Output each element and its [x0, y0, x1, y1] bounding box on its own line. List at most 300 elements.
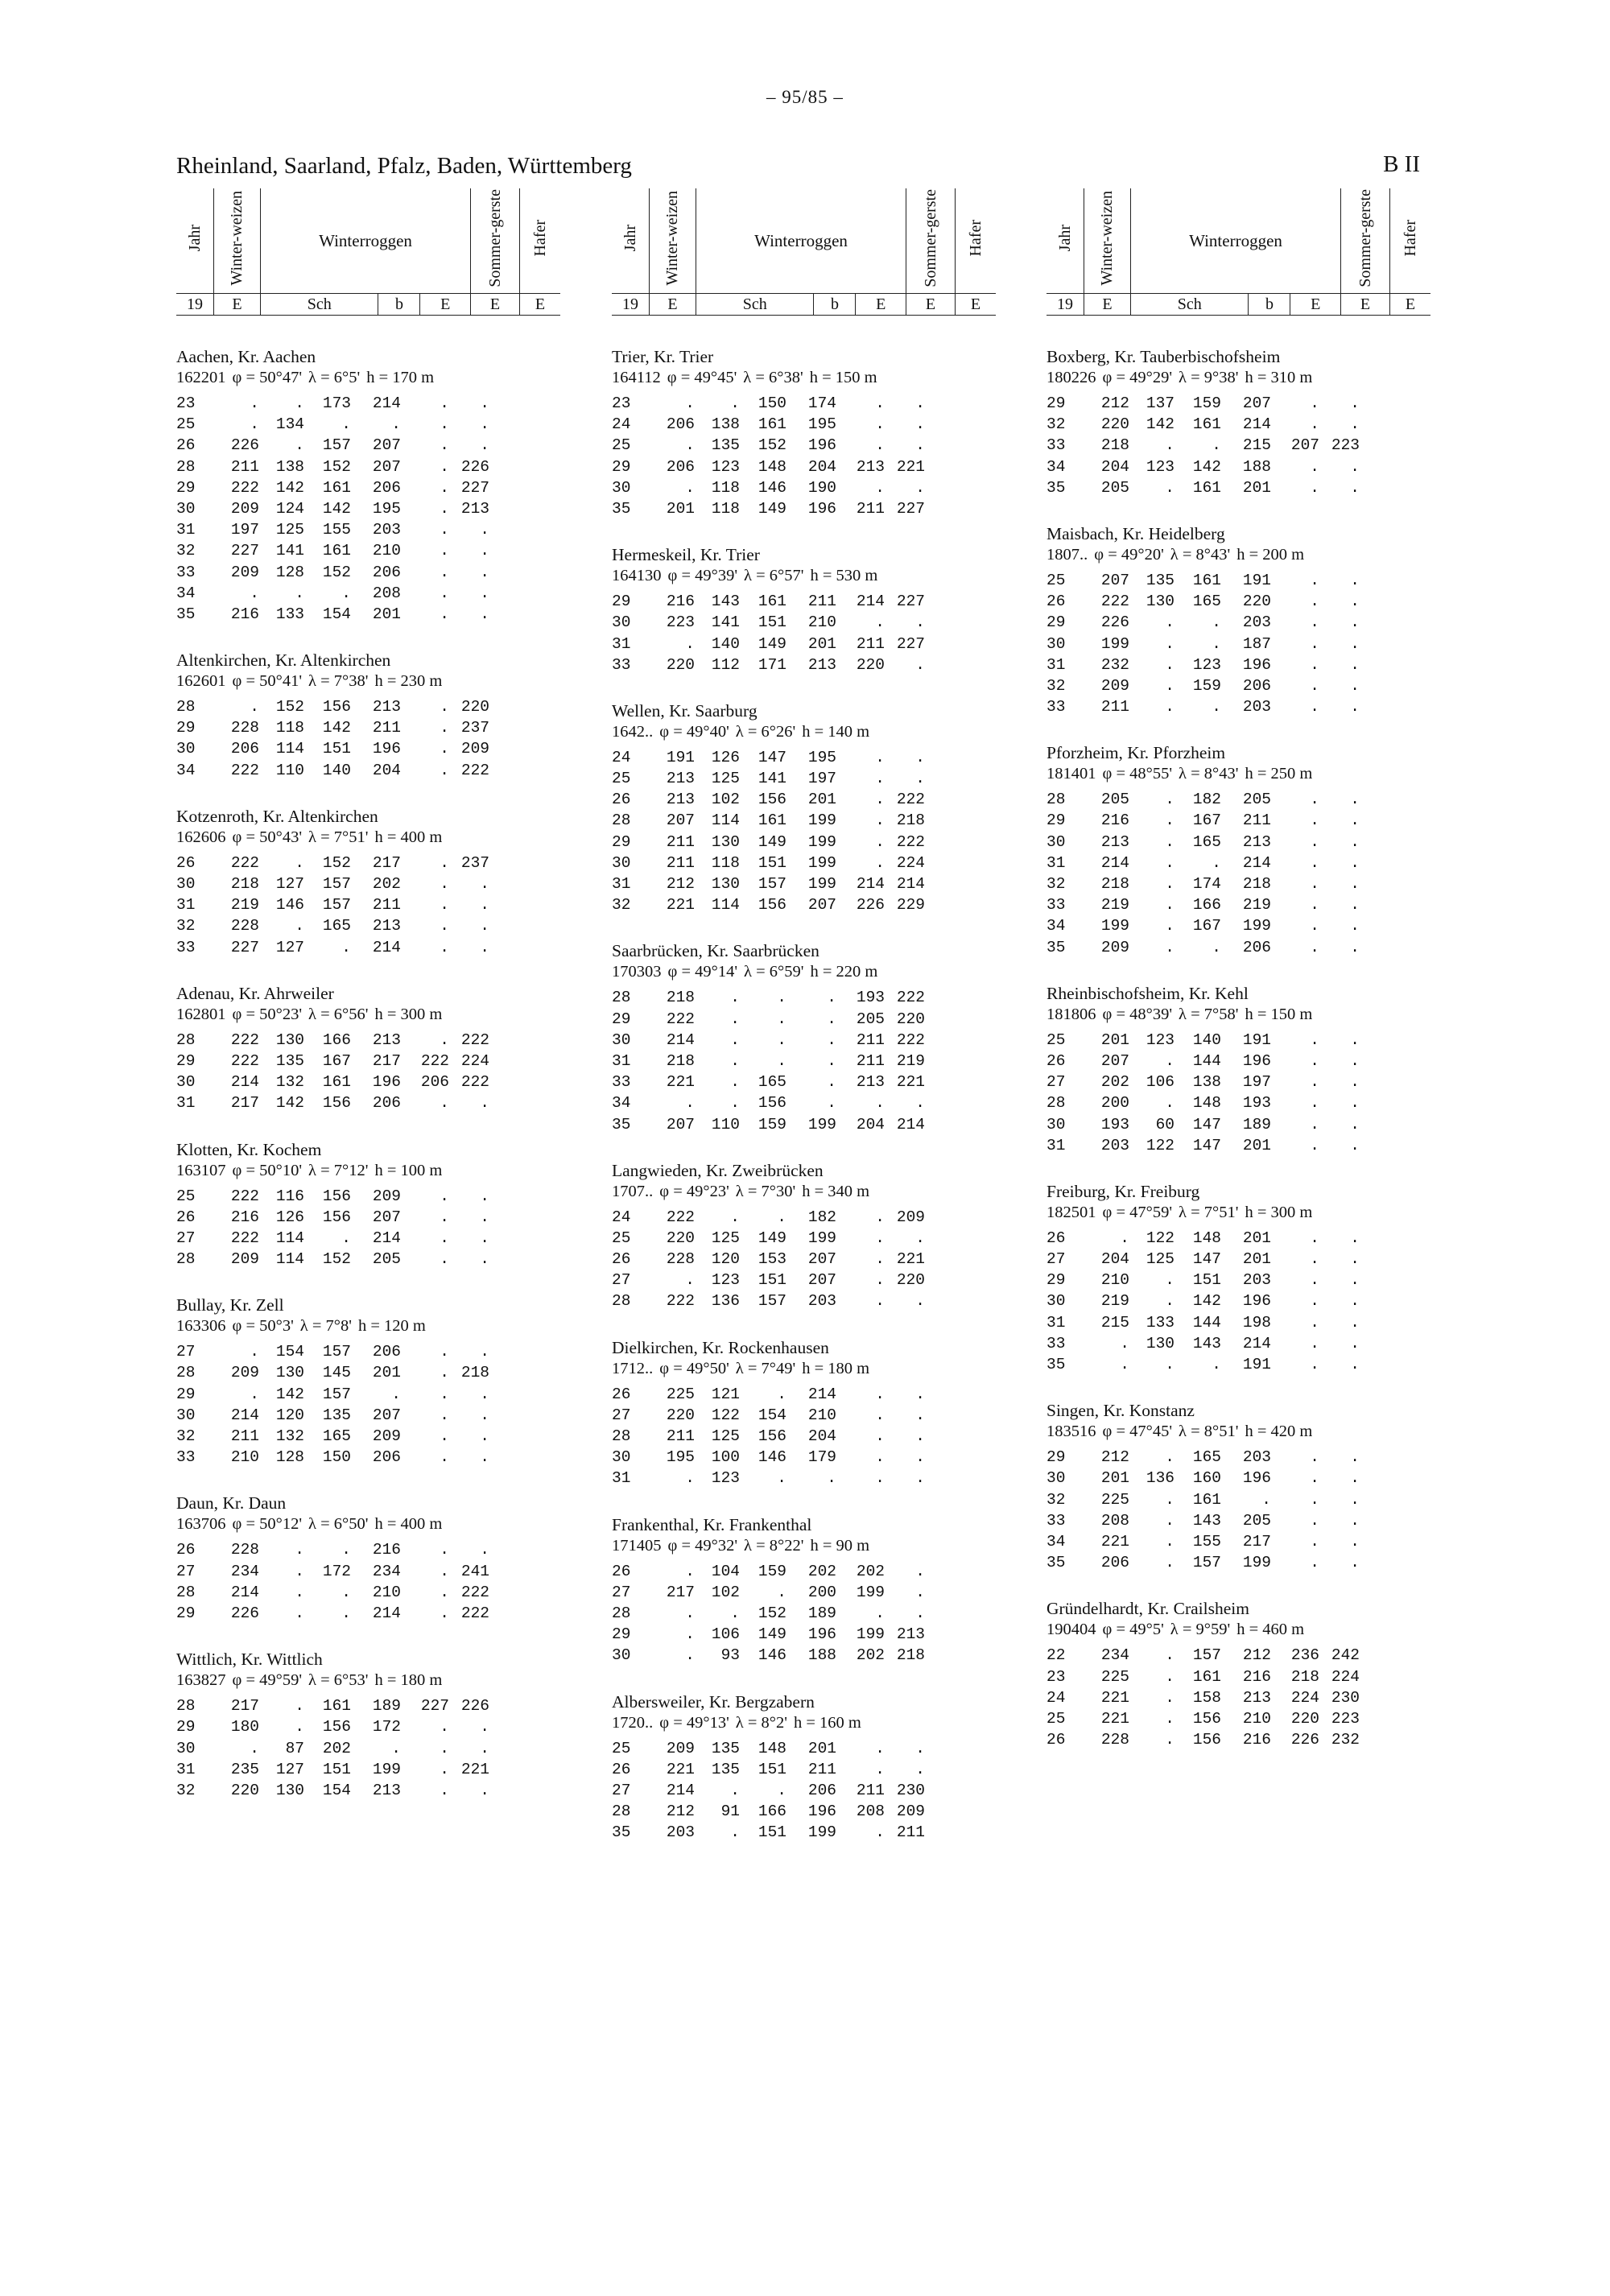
table-row: [176, 1051, 560, 1072]
station-block: [612, 544, 996, 675]
station-id: 170303: [612, 963, 662, 981]
table-cell: .: [730, 1073, 740, 1092]
header-unit: E: [856, 294, 906, 316]
table-cell: 191: [666, 748, 695, 766]
table-cell: 195: [372, 499, 401, 518]
table-cell: 221: [1100, 1709, 1129, 1728]
table-row: [176, 1030, 560, 1051]
table-cell: .: [875, 1250, 885, 1269]
station-name: Altenkirchen, Kr. Altenkirchen: [176, 650, 391, 671]
table-row: [1046, 655, 1430, 675]
table-cell: 146: [758, 478, 786, 497]
table-cell: 218: [666, 989, 695, 1007]
table-cell: .: [875, 436, 885, 455]
table-cell: 201: [807, 791, 836, 809]
table-cell: 31: [176, 1094, 196, 1113]
station-altitude: h = 340 m: [802, 1182, 870, 1200]
table-cell: 161: [1192, 1667, 1221, 1686]
table-cell: 26: [612, 1760, 631, 1778]
table-cell: .: [480, 1427, 489, 1445]
table-cell: .: [730, 394, 740, 412]
table-cell: 207: [372, 1208, 401, 1226]
table-cell: .: [1310, 1051, 1319, 1070]
table-cell: .: [440, 1094, 449, 1113]
table-cell: 211: [856, 499, 885, 518]
table-cell: 220: [1290, 1709, 1319, 1728]
table-cell: .: [391, 1385, 401, 1403]
table-cell: 199: [372, 1760, 401, 1778]
table-cell: 207: [372, 436, 401, 455]
header-sommergerste: [1341, 188, 1390, 294]
table-cell: .: [685, 1625, 695, 1644]
table-cell: .: [1165, 938, 1174, 956]
table-cell: 149: [758, 1229, 786, 1247]
table-cell: 216: [230, 605, 259, 623]
header-unit: E: [420, 294, 471, 316]
table-cell: 157: [322, 1343, 351, 1361]
table-cell: 180: [230, 1718, 259, 1736]
station-id: 1712..: [612, 1359, 654, 1377]
table-cell: .: [1165, 1532, 1174, 1551]
header-winterroggen: Winterroggen: [696, 188, 906, 294]
table-cell: 207: [1242, 394, 1271, 412]
table-cell: .: [440, 1343, 449, 1361]
station-longitude: λ = 7°51': [1179, 1203, 1239, 1221]
table-cell: 230: [1331, 1688, 1360, 1707]
table-cell: 196: [807, 499, 836, 518]
header-unit: E: [1084, 294, 1131, 316]
table-cell: 35: [1046, 938, 1066, 956]
table-row: [612, 477, 996, 498]
table-cell: 161: [322, 542, 351, 560]
table-cell: .: [1350, 415, 1360, 434]
station-altitude: h = 220 m: [810, 963, 878, 981]
table-cell: .: [440, 1364, 449, 1382]
table-cell: 26: [612, 791, 631, 809]
table-cell: .: [777, 1583, 786, 1601]
station-longitude: λ = 8°43': [1170, 545, 1231, 564]
table-cell: .: [1310, 1229, 1319, 1247]
station-coordinates: [1046, 367, 1430, 388]
table-cell: 174: [807, 394, 836, 412]
table-row: [1046, 1290, 1430, 1311]
table-cell: 227: [896, 634, 925, 653]
table-cell: 207: [1290, 436, 1319, 455]
table-cell: .: [1165, 1448, 1174, 1467]
table-cell: 214: [856, 875, 885, 893]
table-cell: 222: [460, 1604, 489, 1622]
table-cell: .: [480, 1250, 489, 1269]
table-cell: 141: [758, 770, 786, 788]
table-row: [612, 853, 996, 873]
table-cell: 34: [1046, 917, 1066, 935]
station-coordinates: [1046, 1421, 1430, 1442]
station-name: Kotzenroth, Kr. Altenkirchen: [176, 806, 378, 826]
station-coordinates: [176, 1160, 560, 1181]
table-cell: .: [480, 1406, 489, 1424]
table-cell: .: [685, 1094, 695, 1113]
table-cell: 225: [666, 1385, 695, 1403]
table-row: [1046, 1510, 1430, 1531]
table-cell: .: [250, 584, 259, 602]
table-cell: .: [341, 1604, 351, 1622]
table-row: [612, 1447, 996, 1468]
station-name: Maisbach, Kr. Heidelberg: [1046, 523, 1225, 543]
table-cell: 210: [230, 1448, 259, 1467]
table-cell: 161: [1192, 1490, 1221, 1509]
table-cell: 148: [1192, 1094, 1221, 1113]
table-cell: .: [1350, 1271, 1360, 1290]
table-cell: 31: [1046, 655, 1066, 674]
table-cell: 127: [275, 875, 304, 893]
table-cell: 125: [1146, 1250, 1174, 1269]
table-cell: 172: [372, 1718, 401, 1736]
table-cell: 25: [1046, 1709, 1066, 1728]
station-longitude: λ = 7°38': [308, 672, 369, 691]
table-cell: .: [480, 1448, 489, 1467]
table-cell: 160: [1192, 1469, 1221, 1488]
table-cell: 203: [666, 1823, 695, 1842]
table-row: [176, 1561, 560, 1582]
station-block: [612, 1160, 996, 1312]
table-cell: 142: [1192, 457, 1221, 476]
table-cell: 221: [896, 1073, 925, 1092]
header-unit: Sch: [1131, 294, 1249, 316]
page-number: – 95/85 –: [766, 87, 844, 107]
table-cell: .: [440, 698, 449, 716]
station-block: [176, 983, 560, 1114]
table-cell: .: [1350, 676, 1360, 695]
table-cell: 156: [1192, 1709, 1221, 1728]
table-cell: 232: [1331, 1731, 1360, 1749]
table-cell: 199: [1242, 917, 1271, 935]
table-cell: 142: [322, 499, 351, 518]
table-row: [612, 1426, 996, 1447]
table-cell: .: [1350, 832, 1360, 851]
table-cell: 205: [1242, 791, 1271, 809]
table-row: [176, 1582, 560, 1603]
table-cell: .: [1165, 1292, 1174, 1311]
table-cell: 226: [230, 436, 259, 455]
table-cell: .: [1350, 457, 1360, 476]
table-cell: 130: [711, 832, 740, 851]
table-cell: 217: [1242, 1532, 1271, 1551]
table-cell: .: [875, 1448, 885, 1467]
header-winterweizen: [650, 188, 696, 294]
table-cell: 121: [711, 1385, 740, 1403]
table-cell: 148: [758, 457, 786, 476]
table-row: [612, 810, 996, 831]
table-cell: 25: [612, 1229, 631, 1247]
table-cell: 201: [1242, 1229, 1271, 1247]
header-unit: Sch: [696, 294, 814, 316]
table-cell: 222: [1100, 593, 1129, 611]
table-cell: .: [480, 436, 489, 455]
table-cell: 222: [896, 989, 925, 1007]
table-cell: 230: [896, 1781, 925, 1799]
table-row: [612, 1561, 996, 1582]
station-name: Klotten, Kr. Kochem: [176, 1139, 322, 1159]
table-cell: 29: [176, 1385, 196, 1403]
station-altitude: h = 310 m: [1245, 369, 1313, 386]
table-cell: 222: [460, 1030, 489, 1049]
table-cell: .: [915, 1739, 925, 1757]
table-cell: 30: [176, 1739, 196, 1757]
table-cell: 152: [758, 436, 786, 455]
table-cell: 138: [711, 415, 740, 434]
station-longitude: λ = 6°26': [735, 722, 796, 741]
table-cell: 206: [807, 1781, 836, 1799]
table-cell: 224: [1290, 1688, 1319, 1707]
table-cell: 29: [612, 1625, 631, 1644]
table-cell: 26: [176, 1541, 196, 1559]
table-cell: 212: [1242, 1646, 1271, 1665]
table-cell: 114: [711, 896, 740, 915]
table-cell: .: [875, 1385, 885, 1403]
table-cell: 104: [711, 1562, 740, 1580]
table-cell: 214: [807, 1385, 836, 1403]
station-name: Daun, Kr. Daun: [176, 1493, 287, 1513]
table-row: [176, 562, 560, 583]
table-cell: .: [1310, 1469, 1319, 1488]
table-cell: .: [440, 499, 449, 518]
table-cell: .: [875, 1292, 885, 1311]
table-cell: 130: [711, 875, 740, 893]
table-cell: .: [295, 1718, 304, 1736]
table-cell: 110: [711, 1115, 740, 1134]
table-cell: 212: [1100, 1448, 1129, 1467]
station-latitude: φ = 49°13': [659, 1713, 729, 1732]
table-cell: .: [1310, 415, 1319, 434]
table-cell: 206: [666, 415, 695, 434]
table-cell: 196: [1242, 655, 1271, 674]
table-row: [612, 498, 996, 519]
table-cell: 158: [1192, 1688, 1221, 1707]
table-cell: 29: [176, 719, 196, 737]
table-cell: 141: [275, 542, 304, 560]
table-cell: .: [440, 1208, 449, 1226]
table-row: [176, 1695, 560, 1716]
table-cell: 159: [1192, 676, 1221, 695]
table-cell: .: [1350, 1094, 1360, 1113]
table-cell: 222: [230, 853, 259, 872]
table-cell: 33: [612, 1073, 631, 1092]
table-cell: .: [250, 394, 259, 412]
station-latitude: φ = 50°23': [232, 1005, 303, 1023]
station-id: 190404: [1046, 1621, 1096, 1639]
table-cell: .: [730, 1823, 740, 1842]
table-cell: .: [1310, 917, 1319, 935]
table-row: [176, 1249, 560, 1270]
station-block: [1046, 1181, 1430, 1375]
table-cell: 220: [1100, 415, 1129, 434]
table-cell: .: [440, 1427, 449, 1445]
table-cell: 228: [1100, 1731, 1129, 1749]
station-id: 162801: [176, 1005, 226, 1023]
table-cell: .: [777, 1010, 786, 1028]
table-row: [612, 1114, 996, 1135]
table-cell: 196: [807, 1803, 836, 1821]
station-latitude: φ = 50°41': [232, 672, 303, 691]
table-cell: 93: [720, 1646, 740, 1665]
table-cell: 157: [322, 875, 351, 893]
table-row: [612, 873, 996, 894]
table-cell: 212: [666, 1803, 695, 1821]
table-cell: .: [440, 1187, 449, 1205]
table-cell: .: [480, 1718, 489, 1736]
table-cell: 209: [896, 1803, 925, 1821]
table-cell: 140: [711, 634, 740, 653]
table-cell: 31: [612, 634, 631, 653]
table-cell: 30: [1046, 832, 1066, 851]
table-cell: .: [685, 634, 695, 653]
station-id: 183516: [1046, 1423, 1096, 1441]
table-cell: 211: [666, 1427, 695, 1445]
table-cell: .: [1310, 1448, 1319, 1467]
station-name: Gründelhardt, Kr. Crailsheim: [1046, 1599, 1249, 1619]
table-cell: 26: [612, 1562, 631, 1580]
table-cell: .: [440, 457, 449, 476]
table-cell: .: [1350, 571, 1360, 589]
station-block: [176, 1295, 560, 1468]
table-cell: .: [1212, 698, 1221, 716]
table-cell: 135: [1146, 571, 1174, 589]
table-cell: .: [1165, 875, 1174, 893]
table-cell: .: [1165, 1554, 1174, 1572]
table-cell: 205: [1100, 478, 1129, 497]
table-cell: 148: [1192, 1229, 1221, 1247]
table-row: [176, 498, 560, 519]
table-cell: 218: [896, 1646, 925, 1665]
station-altitude: h = 170 m: [366, 369, 435, 386]
station-id: 164112: [612, 369, 661, 386]
table-cell: .: [875, 1739, 885, 1757]
table-cell: 213: [460, 499, 489, 518]
table-cell: 28: [1046, 1094, 1066, 1113]
table-cell: 206: [372, 563, 401, 581]
header-unit: E: [650, 294, 696, 316]
table-cell: .: [1165, 1051, 1174, 1070]
table-row: [176, 583, 560, 604]
table-cell: 102: [711, 1583, 740, 1601]
table-cell: 127: [275, 1760, 304, 1778]
station-id: 163107: [176, 1161, 226, 1179]
table-cell: 199: [1100, 917, 1129, 935]
table-cell: 29: [1046, 1271, 1066, 1290]
table-cell: 209: [372, 1187, 401, 1205]
table-cell: 125: [275, 521, 304, 539]
table-cell: 120: [275, 1406, 304, 1424]
table-cell: 30: [1046, 1115, 1066, 1134]
header-hafer-label: Hafer: [966, 220, 985, 257]
table-cell: 222: [420, 1051, 449, 1070]
table-cell: 234: [372, 1562, 401, 1580]
table-cell: 214: [230, 1583, 259, 1601]
table-cell: 167: [322, 1051, 351, 1070]
header-unit: E: [1341, 294, 1390, 316]
header-unit: b: [1249, 294, 1290, 316]
table-cell: .: [1165, 676, 1174, 695]
table-cell: 29: [612, 832, 631, 851]
table-row: [1046, 696, 1430, 717]
table-row: [176, 937, 560, 958]
table-cell: 135: [322, 1406, 351, 1424]
table-cell: .: [440, 938, 449, 956]
table-cell: 201: [666, 499, 695, 518]
station-latitude: φ = 49°39': [667, 567, 738, 585]
table-cell: .: [1120, 1229, 1129, 1247]
table-cell: 123: [1146, 1030, 1174, 1049]
table-cell: 209: [666, 1739, 695, 1757]
table-cell: .: [250, 698, 259, 716]
table-cell: 235: [230, 1760, 259, 1778]
table-row: [1046, 634, 1430, 655]
table-cell: 161: [1192, 478, 1221, 497]
table-cell: 31: [612, 1051, 631, 1070]
table-cell: 156: [758, 1094, 786, 1113]
table-cell: 214: [1242, 853, 1271, 872]
table-row: [1046, 810, 1430, 831]
table-cell: 32: [176, 542, 196, 560]
table-cell: .: [480, 1229, 489, 1247]
station-id: 171405: [612, 1536, 662, 1555]
table-row: [1046, 1708, 1430, 1729]
table-cell: 222: [460, 1583, 489, 1601]
table-cell: 211: [666, 853, 695, 872]
table-row: [176, 477, 560, 498]
station-longitude: λ = 6°57': [744, 567, 804, 585]
table-cell: 133: [275, 605, 304, 623]
table-row: [1046, 612, 1430, 633]
table-cell: 34: [1046, 1532, 1066, 1551]
table-cell: 165: [1192, 1448, 1221, 1467]
station-altitude: h = 150 m: [809, 369, 877, 386]
header-winterweizen: [1084, 188, 1131, 294]
table-cell: 30: [176, 1073, 196, 1092]
table-cell: 165: [1192, 832, 1221, 851]
table-cell: .: [1165, 1646, 1174, 1665]
station-longitude: λ = 7°12': [308, 1161, 369, 1179]
table-cell: 156: [322, 1187, 351, 1205]
table-cell: 29: [612, 593, 631, 611]
table-row: [612, 1051, 996, 1072]
table-cell: 198: [1242, 1313, 1271, 1332]
table-cell: 24: [612, 415, 631, 434]
table-cell: .: [1350, 655, 1360, 674]
table-row: [612, 894, 996, 915]
table-cell: 219: [896, 1051, 925, 1070]
table-cell: 138: [1192, 1073, 1221, 1092]
station-name: Hermeskeil, Kr. Trier: [612, 545, 760, 565]
table-cell: 211: [807, 1760, 836, 1778]
table-cell: 209: [372, 1427, 401, 1445]
table-cell: 203: [1242, 1271, 1271, 1290]
table-cell: 142: [1192, 1292, 1221, 1311]
table-cell: 30: [612, 1448, 631, 1467]
table-cell: .: [341, 1583, 351, 1601]
station-altitude: h = 150 m: [1245, 1005, 1313, 1023]
table-cell: .: [1350, 896, 1360, 915]
station-coordinates: [1046, 1619, 1430, 1640]
table-cell: .: [1310, 571, 1319, 589]
header-hafer-label: Hafer: [530, 220, 549, 257]
table-cell: 223: [1331, 436, 1360, 455]
table-cell: 114: [275, 1229, 304, 1247]
header-hafer-label: Hafer: [1401, 220, 1419, 257]
table-cell: 154: [275, 1343, 304, 1361]
table-cell: .: [1350, 1250, 1360, 1269]
table-cell: .: [1165, 613, 1174, 632]
